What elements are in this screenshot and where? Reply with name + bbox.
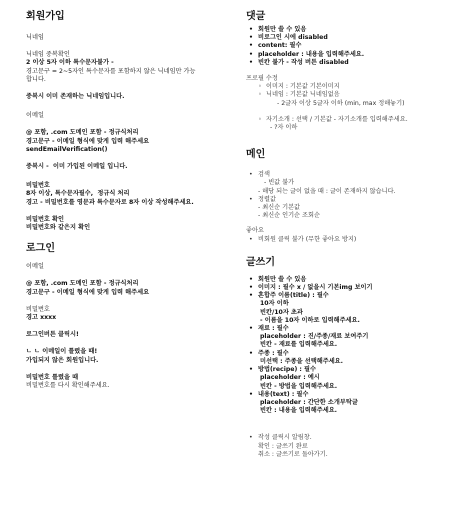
login-not-registered: 가입되지 않은 회원입니다. [26, 356, 99, 364]
write-list [246, 276, 468, 301]
signup-email-function: sendEmailVerification() [26, 145, 108, 153]
write-liquor-list [246, 350, 468, 358]
right-column [246, 0, 468, 459]
write-ingredient-list [246, 325, 468, 333]
main-title: 메인 [246, 149, 266, 161]
signup-nickname-label: 닉네임 [26, 34, 44, 41]
list-item: • 정렬값 [246, 196, 468, 204]
list-item: • content: 필수 [246, 42, 468, 50]
write-combo-line1: 10자 이하 [260, 300, 289, 308]
write-combo-line2: 빈칸/10자 초과 [260, 308, 303, 316]
left-column [26, 0, 236, 390]
list-item: • 비회원 클릭 불가 (무한 좋아요 방지) [246, 236, 468, 244]
signup-password-confirm-label: 비밀번호 확인 [26, 215, 65, 223]
list-item: • 회원만 쓸 수 있음 [246, 276, 468, 284]
login-password-warning: 경고 xxxx [26, 314, 57, 322]
list-item: • 방법(recipe) : 필수 [246, 366, 468, 374]
write-title: 글쓰기 [246, 256, 275, 268]
login-email-label: 이메일 [26, 263, 44, 271]
signup-title: 회원가입 [26, 11, 65, 22]
like-label: 좋아요 [246, 227, 264, 235]
write-recipe-line2: 빈칸 - 방법을 입력해주세요. [260, 382, 338, 390]
signup-password-warning: 경고 - 비밀번호를 영문과 특수문자로 8자 이상 작성해주세요. [26, 198, 194, 206]
main-search-sub1: - 빈값 불가 [264, 179, 295, 187]
main-list [246, 171, 468, 179]
list-item: • 비로그인 시에 disabled [246, 34, 468, 42]
list-item: • 회원만 쓸 수 있음 [246, 26, 468, 34]
profile-nick-sub: - 2글자 이상 5글자 이하 (min, max 정해놓기) [277, 99, 405, 107]
login-title: 로그인 [26, 243, 55, 255]
signup-nick-warning-cont: 합니다. [26, 75, 46, 83]
list-item: ◦ 자기소개 : 선택 / 기본값 - 자기소개를 입력해주세요. [246, 116, 468, 124]
list-item: • 주종 : 필수 [246, 350, 468, 358]
login-password-label: 비밀번호 [26, 305, 50, 313]
list-item: • 혼합주 이름(title) : 필수 [246, 292, 468, 300]
main-sort-sub1: - 최신순 기본값 [258, 204, 301, 212]
like-list [246, 236, 468, 244]
profile-edit-list [246, 83, 468, 99]
list-item: • 이미지 : 필수 x / 없을시 기본img 보이기 [246, 284, 468, 292]
list-item: ◦ 이미지 : 기본값 기본이미지 [246, 83, 468, 91]
write-ingredient-line2: 빈칸 - 재료를 입력해주세요. [260, 341, 338, 349]
login-email-warning: 경고문구 - 이메일 형식에 맞게 입력 해주세요 [26, 288, 150, 296]
login-wrong-email: ㄴ ㄴ 이메일이 틀렸을 때! [26, 348, 98, 356]
write-alert-confirm: 확인 : 글쓰기 완료 [258, 442, 308, 450]
list-item: • 작성 클릭시 알림창. [246, 434, 468, 442]
write-alert-cancel: 취소 : 글쓰기로 돌아가기. [258, 450, 328, 458]
write-liquor-line1: 미선택 : 주종을 선택해주세요. [260, 357, 344, 365]
signup-nick-rule: 2 이상 5자 이하 특수문자불가 - [26, 59, 114, 67]
signup-password-confirm-rule: 비밀번호와 같은지 확인 [26, 224, 91, 232]
signup-email-label: 이메일 [26, 112, 44, 120]
list-item: • placeholder : 내용을 입력해주세요. [246, 51, 468, 59]
comment-list [246, 26, 468, 67]
list-item: • 재료 : 필수 [246, 325, 468, 333]
write-content-line2: 빈칸 : 내용을 입력해주세요. [260, 407, 338, 415]
signup-password-label: 비밀번호 [26, 182, 50, 190]
profile-intro-list [246, 116, 468, 124]
write-content-list [246, 391, 468, 399]
comment-title: 댓글 [246, 11, 266, 22]
write-recipe-line1: placeholder : 예시 [260, 374, 320, 382]
list-item: • 내용(text) : 필수 [246, 391, 468, 399]
login-click-note: 로그인버튼 클릭시! [26, 331, 79, 339]
signup-nick-dup-check: 닉네임 중복확인 [26, 51, 70, 59]
list-item: ◦ 닉네임 : 기본값 닉네임없음 [246, 91, 468, 99]
signup-email-dup: 중복시 - 이미 가입된 이메일 입니다. [26, 163, 128, 171]
main-sort-sub2: - 최신순 인기순 조회순 [258, 212, 320, 220]
signup-email-warning: 경고문구 - 이메일 형식에 맞게 입력 해주세요 [26, 137, 150, 145]
main-search-sub2: - 해당 되는 글이 없을 때 : 글이 존재하지 않습니다. [258, 187, 396, 195]
login-email-rule: @ 포함, .com 도메인 포함 - 정규식처리 [26, 280, 139, 288]
signup-password-rule: 8자 이상, 특수문자필수, 정규식 처리 [26, 190, 130, 198]
profile-intro-sub: - ?자 이하 [270, 124, 298, 132]
profile-edit-label: 프로필 수정 [246, 75, 278, 83]
signup-nick-warning: 경고문구 = 2~5자인 특수문자를 포함하지 않은 닉네임만 가능 [26, 67, 196, 75]
login-wrong-password: 비밀번호 틀렸을 때 [26, 373, 79, 381]
list-item: • 검색 [246, 171, 468, 179]
write-ingredient-line1: placeholder : 진/주종/재료 보여주기 [260, 333, 369, 341]
list-item: • 빈칸 불가 - 작성 버튼 disabled [246, 59, 468, 67]
write-recipe-list [246, 366, 468, 374]
write-content-line1: placeholder : 간단한 소개부탁글 [260, 398, 358, 406]
signup-nick-dup-message: 중복시 이미 존재하는 닉네임입니다. [26, 93, 125, 101]
login-retry-password: 비밀번호를 다시 확인해주세요. [26, 382, 110, 390]
write-combo-line3: - 이름을 10자 이하로 입력해주세요. [260, 316, 360, 324]
write-alert-list [246, 434, 468, 442]
main-sort-list [246, 196, 468, 204]
signup-email-rule: @ 포함, .com 도메인 포함 - 정규식처리 [26, 129, 139, 137]
